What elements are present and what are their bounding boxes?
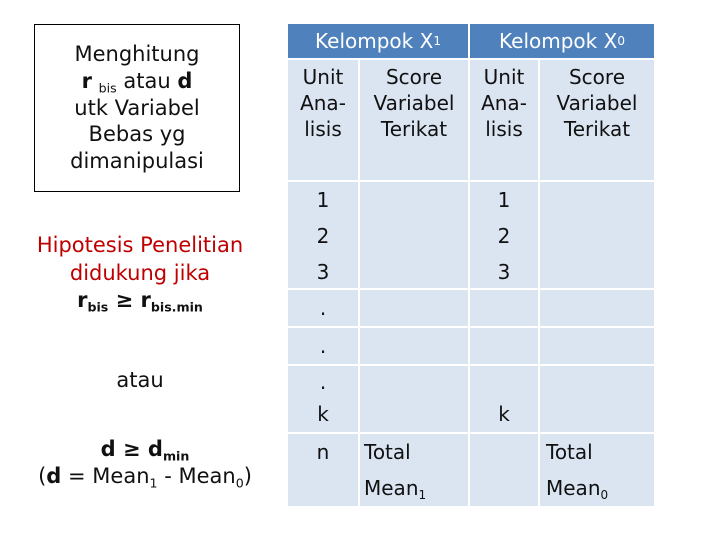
- hypothesis-block: [20, 232, 260, 315]
- header-group-x1: Kelompok X 1: [288, 24, 468, 58]
- mean-x0: Mean$_0$: [546, 476, 609, 503]
- title-box: [34, 24, 240, 192]
- score-variabel-x0: Score Variabel Terikat: [556, 65, 638, 141]
- row-dot2-unit-x0: [470, 328, 538, 364]
- d-condition: $d \ge d_{min}$: [100, 437, 190, 464]
- row-label-1-x0: 1: [497, 188, 511, 212]
- row-dot3-k-score-x0: [540, 366, 654, 432]
- total-x0: Total: [546, 440, 593, 464]
- hypothesis-condition: $r_{bis} \ge r_{bis.min}$: [77, 288, 203, 315]
- row-label-k-x1: k: [317, 402, 329, 426]
- row-dot1-score-x0: [540, 290, 654, 326]
- row-dot1-score-x1: [360, 290, 468, 326]
- header-group-x0: Kelompok X 0: [470, 24, 654, 58]
- row-dot2-score-x0: [540, 328, 654, 364]
- rows-score-x1: [360, 182, 468, 288]
- data-table: [288, 24, 654, 506]
- d-condition-block: [10, 436, 280, 491]
- title-line-1: Menghitung: [74, 42, 200, 67]
- title-line-2: r $_{bis}$ atau d: [81, 69, 193, 96]
- row-label-2-x0: 2: [497, 224, 511, 248]
- row-label-dot3-x1: .: [319, 370, 327, 394]
- row-total-unit-x0: [470, 434, 538, 506]
- row-label-dot1-x1: .: [319, 296, 327, 320]
- d-formula: (d = Mean$_1$ - Mean$_0$): [38, 464, 252, 491]
- score-variabel-x1: Score Variabel Terikat: [373, 65, 455, 141]
- title-line-3: utk Variabel: [74, 95, 200, 120]
- row-label-3-x1: 3: [316, 260, 330, 284]
- row-label-n-x1: n: [316, 440, 330, 464]
- row-label-k-x0: k: [498, 402, 510, 426]
- total-x1: Total: [364, 440, 411, 464]
- row-dot1-unit-x0: [470, 290, 538, 326]
- mean-x1: Mean$_1$: [364, 476, 427, 503]
- hypothesis-line-2: didukung jika: [69, 260, 211, 285]
- title-line-5: dimanipulasi: [70, 148, 204, 173]
- row-label-1-x1: 1: [316, 188, 330, 212]
- unit-analisis-x1: Unit Ana- lisis: [300, 65, 346, 141]
- row-label-2-x1: 2: [316, 224, 330, 248]
- rows-score-x0: [540, 182, 654, 288]
- row-label-3-x0: 3: [497, 260, 511, 284]
- title-line-4: Bebas yg: [88, 122, 186, 147]
- hypothesis-line-1: Hipotesis Penelitian: [36, 233, 244, 257]
- row-dot3-k-score-x1: [360, 366, 468, 432]
- unit-analisis-x0: Unit Ana- lisis: [481, 65, 527, 141]
- row-label-dot2-x1: .: [319, 334, 327, 358]
- row-dot2-score-x1: [360, 328, 468, 364]
- atau-text: atau: [116, 368, 164, 392]
